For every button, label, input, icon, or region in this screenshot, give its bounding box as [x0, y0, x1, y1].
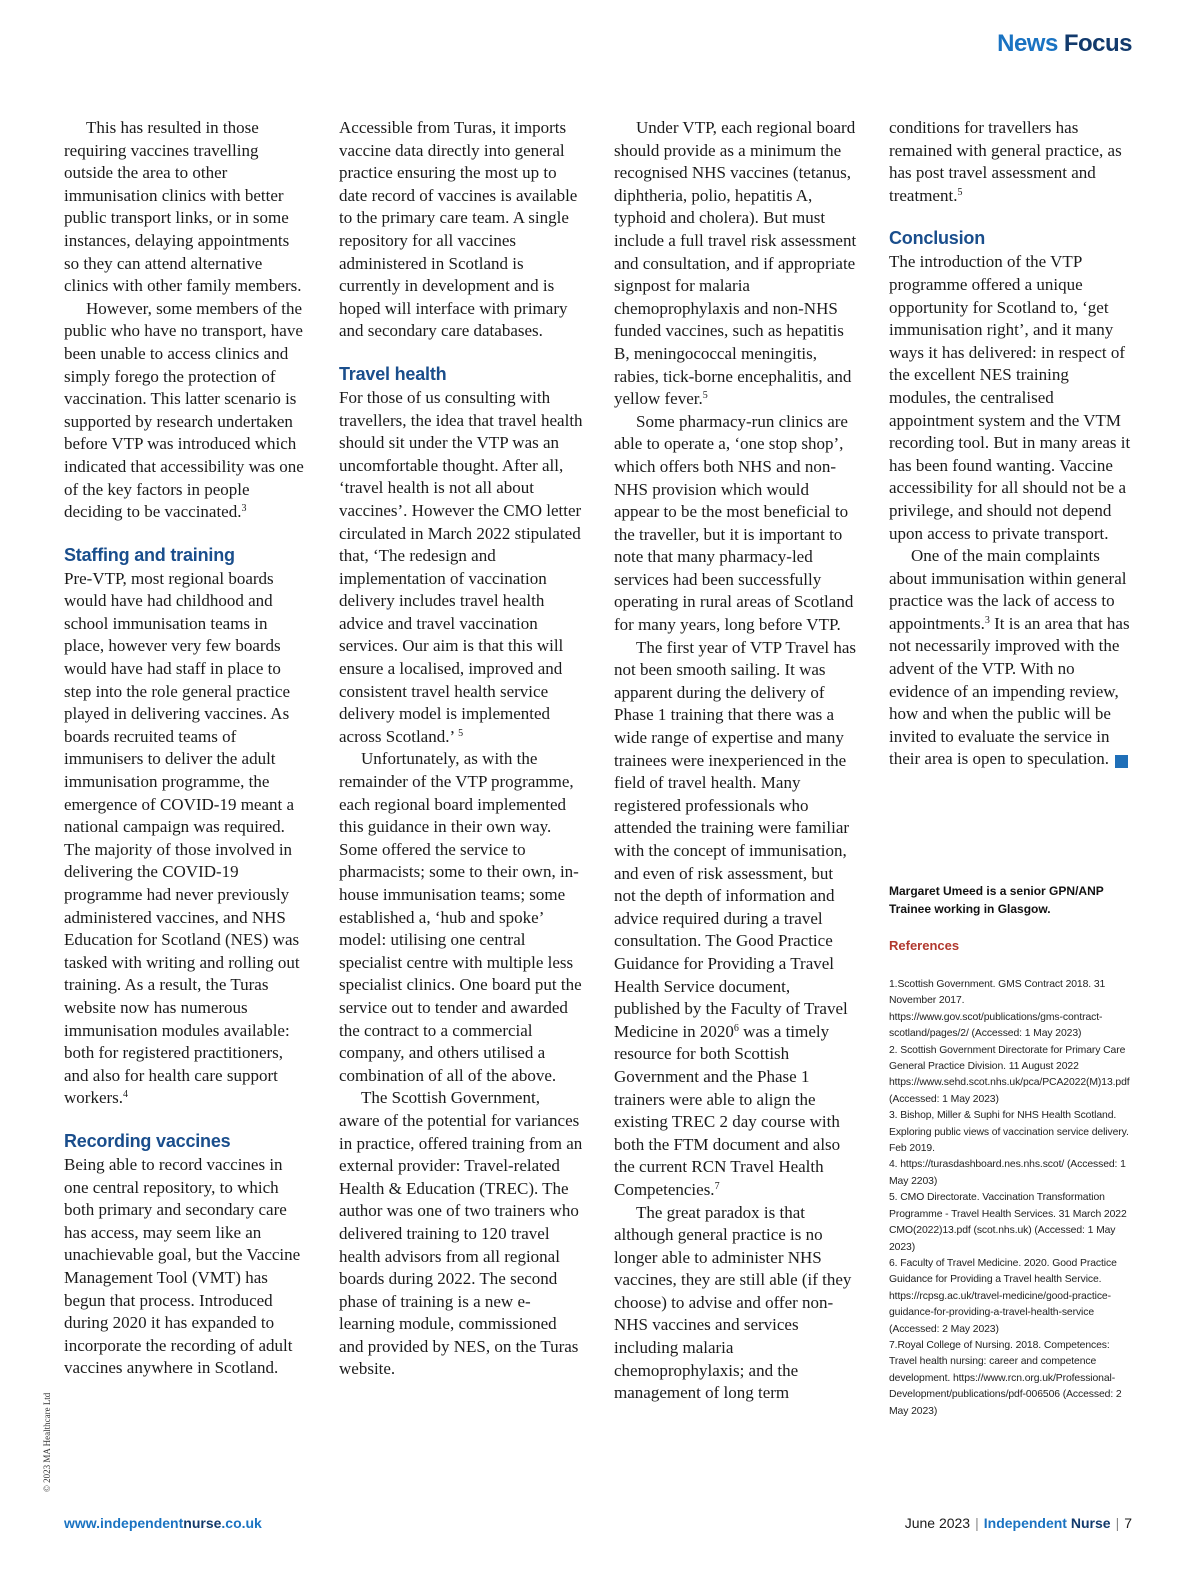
- paragraph: Unfortunately, as with the remainder of the VTP programme, each regional board implemented this guidance in their own way. Some offered the service to pharmacists; some to their own, in-house immunisation teams; some established a, ‘hub and spoke’ model: utilising one central specialist centre with multiple less specialist clinics. One board put the service out to tender and awarded the contract to a commercial company, and others utilised a combination of all of the above.: [339, 749, 582, 1085]
- article-column-3: [614, 117, 858, 1405]
- paragraph: The great paradox is that although general practice is no longer able to administer NHS vaccines, they are still able (if they choose) to advise and offer non-NHS vaccines and services including malaria chemoprophylaxis; and the management of long term: [614, 1202, 852, 1403]
- footer-issue-info: June 2023 | Independent Nurse | 7: [904, 1515, 1132, 1531]
- section-focus-label: Focus: [1063, 30, 1132, 57]
- paragraph: The majority of those involved in delivering the COVID-19 programme had never previously administered vaccines, and NHS Education for Scotland (NES) was tasked with writing and rolling out training. As a result, the Turas website now has numerous immunisation modules available: both for registered practitioners, and also for health care support workers.$^4$: [64, 839, 300, 1108]
- reference-marker: 5: [957, 186, 963, 198]
- paragraph: Being able to record vaccines in one central repository, to which both primary and secondary care has access, may seem like an unachievable goal, but the Vaccine Management Tool (VMT) has begun that process. Introduced during 2020 it has expanded to incorporate the recording of adult vaccines anywhere in Scotland.: [64, 1154, 301, 1378]
- paragraph: For those of us consulting with travellers, the idea that travel health should sit under the VTP was an uncomfortable thought. After all, ‘travel health is not all about vaccines’. However the CMO letter circulated in March 2022 stipulated that, ‘The redesign and implementation of vaccination delivery includes travel health advice and travel vaccination services. Our aim is that this will ensure a localised, improved and consistent travel health service delivery model is implemented across Scotland.’ $^5$: [339, 387, 583, 746]
- reference-item: 1.Scottish Government. GMS Contract 2018. 31 November 2017. https://www.gov.scot/publications/gms-contract-scotland/pages/2/ (Accessed: 1 May 2023): [889, 979, 1106, 1040]
- paragraph: This has resulted in those requiring vaccines travelling outside the area to other immunisation clinics with better public transport links, or in some instances, delaying appointments so they can attend alternative clinics with other family members.: [64, 118, 302, 296]
- references-heading: References: [889, 938, 960, 953]
- section-news-label: News: [997, 30, 1058, 57]
- references-list: [889, 977, 1139, 1420]
- paragraph: Accessible from Turas, it imports vaccine data directly into general practice ensuring the most up to date record of vaccines is available to the primary care team. A single repository for all vaccines administered in Scotland is currently in development and is hoped will interface with primary and secondary care databases.: [339, 118, 578, 341]
- article-end-icon: IN: [1115, 755, 1128, 768]
- reference-item: 7.Royal College of Nursing. 2018. Competences: Travel health nursing: career and competence development. https://www.rcn.org.uk/Professional-Development/publications/pdf-006506 (Accessed: 2 May 2023): [889, 1339, 1122, 1417]
- subheading-staffing: Staffing and training: [64, 544, 235, 565]
- reference-marker: 5: [702, 390, 708, 402]
- paragraph: Pre-VTP, most regional boards would have had childhood and school immunisation teams in place, however very few boards would have had staff in place to step into the role general practice played in delivering vaccines. As boards recruited teams of immunisers to deliver the adult immunisation programme, the emergence of COVID-19 meant a national campaign was required.: [64, 568, 295, 837]
- reference-item: 3. Bishop, Miller & Suphi for NHS Health Scotland. Exploring public views of vaccination service delivery. Feb 2019.: [889, 1110, 1129, 1155]
- paragraph: The introduction of the VTP programme offered a unique opportunity for Scotland to, ‘get immunisation right’, and it many ways it has delivered: in respect of the excellent NES training modules, the centralised appointment system and the VTM recording tool. But in many areas it has been found wanting. Vaccine accessibility for all should not be a privilege, and should not depend upon access to private transport.: [889, 252, 1131, 543]
- reference-item: 2. Scottish Government Directorate for Primary Care General Practice Division. 11 August 2022 https://www.sehd.scot.nhs.uk/pca/PCA2022(M)13.pdf (Accessed: 1 May 2023): [889, 1044, 1130, 1105]
- paragraph: conditions for travellers has remained with general practice, as has post travel assessment and treatment.$^5$: [889, 118, 1122, 205]
- section-header: [997, 30, 1132, 58]
- reference-marker: 3: [241, 503, 247, 515]
- paragraph: The Scottish Government, aware of the potential for variances in practice, offered training from an external provider: Travel-related Health & Education (TREC). The author was one of two trainers who delivered training to 120 travel health advisors from all regional boards during 2022. The second phase of training is a new e-learning module, commissioned and provided by NES, on the Turas website.: [339, 1088, 583, 1379]
- reference-marker: 4: [123, 1089, 129, 1101]
- reference-item: 6. Faculty of Travel Medicine. 2020. Good Practice Guidance for Providing a Travel health Service. https://rcpsg.ac.uk/travel-medicine/good-practice-guidance-for-providing-a-travel-health-service (Accessed: 2 May 2023): [889, 1257, 1117, 1335]
- subheading-conclusion: Conclusion: [889, 228, 985, 249]
- footer-website-link[interactable]: www.independentnurse.co.uk: [64, 1515, 262, 1531]
- paragraph: Under VTP, each regional board should provide as a minimum the recognised NHS vaccines (tetanus, diphtheria, polio, hepatitis A, typhoid and cholera). But must include a full travel risk assessment and consultation, and if appropriate signpost for malaria chemoprophylaxis and non-NHS funded vaccines, such as hepatitis B, meningococcal meningitis, rabies, tick-borne encephalitis, and yellow fever.$^5$: [614, 118, 857, 409]
- author-bio: Margaret Umeed is a senior GPN/ANP Trainee working in Glasgow.: [889, 884, 1104, 916]
- subheading-travel-health: Travel health: [339, 363, 447, 384]
- paragraph: The first year of VTP Travel has not been smooth sailing. It was apparent during the delivery of Phase 1 training that there was a wide range of expertise and many trainees were inexperienced in the field of travel health. Many registered professionals who attended the training were familiar with the concept of immunisation, and even of risk assessment, but not the depth of information and advice required during a travel consultation. The Good Practice Guidance for Providing a Travel Health Service document, published by the Faculty of Travel Medicine in 2020$^6$ was a timely resource for both Scottish Government and the Phase 1 trainers were able to align the existing TREC 2 day course with both the FTM document and also the current RCN Travel Health Competencies.$^7$: [614, 637, 857, 1199]
- reference-item: 5. CMO Directorate. Vaccination Transformation Programme - Travel Health Services. 31 March 2022 CMO(2022)13.pdf (scot.nhs.uk) (Accessed: 1 May 2023): [889, 1192, 1127, 1253]
- magazine-name-independent: Independent: [983, 1515, 1067, 1531]
- article-column-1: [64, 117, 308, 1380]
- subheading-recording: Recording vaccines: [64, 1130, 231, 1151]
- copyright-notice: © 2023 MA Healthcare Ltd: [42, 1392, 52, 1492]
- paragraph: However, some members of the public who have no transport, have been unable to access clinics and simply forego the protection of vaccination. This latter scenario is supported by research undertaken before VTP was introduced which indicated that accessibility was one of the key factors in people deciding to be vaccinated.$^3$: [64, 298, 304, 522]
- reference-marker: 6: [733, 1022, 739, 1034]
- reference-marker: 7: [714, 1180, 720, 1192]
- magazine-name-nurse: Nurse: [1070, 1515, 1111, 1531]
- reference-marker: 5: [458, 727, 464, 739]
- paragraph: Some pharmacy-run clinics are able to operate a, ‘one stop shop’, which offers both NHS and non-NHS provision which would appear to be the most beneficial to the traveller, but it is important to note that many pharmacy-led services had been successfully operating in rural areas of Scotland for many years, long before VTP.: [614, 411, 854, 635]
- article-column-2: [339, 117, 583, 1381]
- article-column-4: [889, 117, 1146, 771]
- reference-item: 4. https://turasdashboard.nes.nhs.scot/ (Accessed: 1 May 2203): [889, 1159, 1126, 1187]
- paragraph: One of the main complaints about immunisation within general practice was the lack of access to appointments.$^3$ It is an area that has not necessarily improved with the advent of the VTP. With no evidence of an impending review, how and when the public will be invited to evaluate the service in their area is open to speculation. IN: [889, 546, 1146, 769]
- issue-date: June 2023: [904, 1515, 971, 1531]
- reference-marker: 3: [984, 614, 990, 626]
- page-number: 7: [1124, 1515, 1132, 1531]
